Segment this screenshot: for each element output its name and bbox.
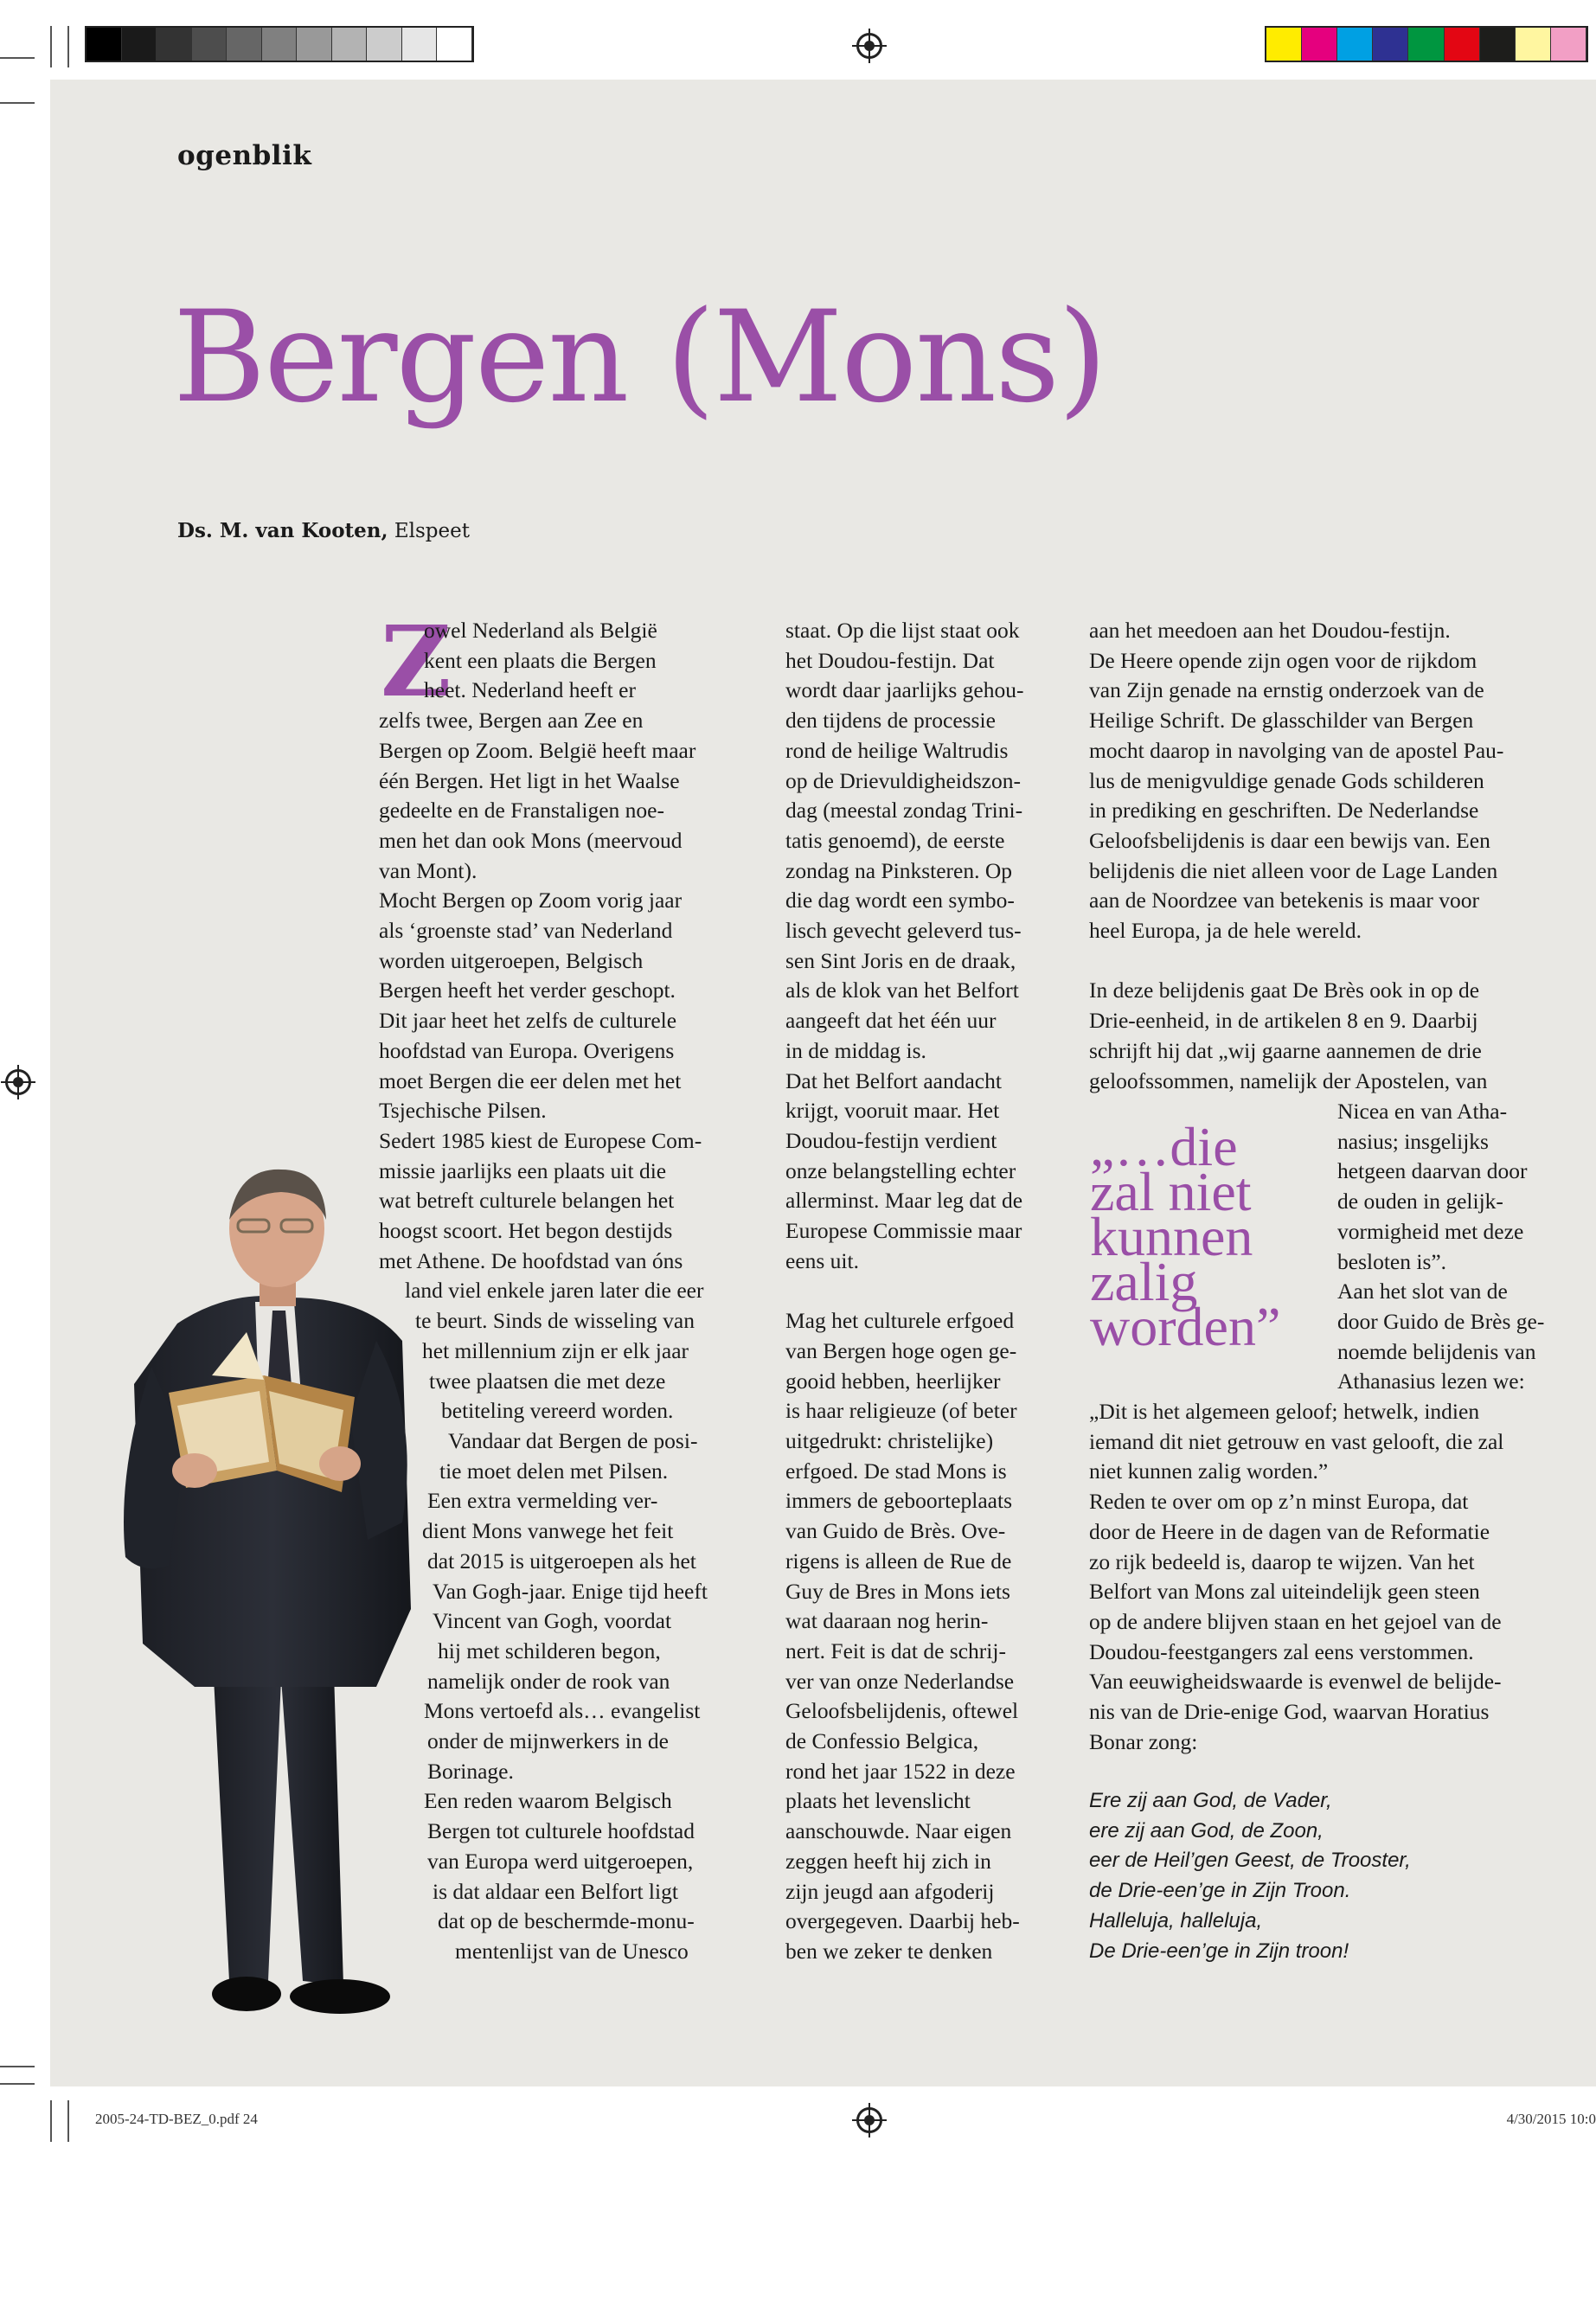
text-line: te beurt. Sinds de wisseling van <box>415 1308 695 1334</box>
text-line: Een extra vermelding ver- <box>427 1488 658 1514</box>
text-line: is dat aldaar een Belfort ligt <box>433 1878 678 1904</box>
text-line: door Guido de Brès ge- <box>1337 1308 1545 1334</box>
drop-cap: Z <box>381 606 452 719</box>
text-line: plaats het levenslicht <box>785 1788 971 1814</box>
text-line: uitgedrukt: christelijke) <box>785 1427 994 1453</box>
pull-quote-line: „…die <box>1090 1116 1238 1177</box>
text-line: Dat het Belfort aandacht <box>785 1067 1002 1093</box>
text-line: nert. Feit is dat de schrij- <box>785 1638 1006 1663</box>
text-line: Bergen heeft het verder geschopt. <box>379 977 676 1003</box>
text-line: gedeelte en de Franstaligen noe- <box>379 798 664 824</box>
text-line: Ere zij aan God, de Vader, <box>1089 1789 1332 1812</box>
text-line: met Athene. De hoofdstad van óns <box>379 1247 683 1273</box>
text-line: zelfs twee, Bergen aan Zee en <box>379 708 644 734</box>
registration-mark-icon <box>856 33 882 59</box>
text-line: dag (meestal zondag Trini- <box>785 798 1023 824</box>
text-line: Borinage. <box>427 1758 514 1784</box>
text-line: Dit jaar heet het zelfs de culturele <box>379 1008 677 1034</box>
color-swatch <box>1373 28 1408 61</box>
text-line: heel Europa, ja de hele wereld. <box>1089 918 1362 944</box>
text-line: nasius; insgelijks <box>1337 1128 1489 1154</box>
text-line: rond het jaar 1522 in deze <box>785 1758 1016 1784</box>
text-line: De Drie-een’ge in Zijn troon! <box>1089 1939 1349 1963</box>
crop-mark <box>0 2066 35 2067</box>
text-line: Drie-eenheid, in de artikelen 8 en 9. Daarbij <box>1089 1008 1478 1034</box>
crop-mark <box>50 26 52 67</box>
text-line: aan het meedoen aan het Doudou-festijn. <box>1089 618 1451 643</box>
text-line: ere zij aan God, de Zoon, <box>1089 1818 1324 1843</box>
text-line: belijdenis die niet alleen voor de Lage Landen <box>1089 857 1498 883</box>
text-line: Aan het slot van de <box>1337 1279 1508 1304</box>
crop-mark <box>67 26 69 67</box>
text-line: Sedert 1985 kiest de Europese Com- <box>379 1127 702 1153</box>
text-line: in prediking en geschriften. De Nederlandse <box>1089 798 1479 824</box>
text-line: aan de Noordzee van betekenis is maar voor <box>1089 888 1480 913</box>
text-line: tie moet delen met Pilsen. <box>439 1458 669 1484</box>
text-line: onder de mijnwerkers in de <box>427 1728 669 1754</box>
text-line: dat op de beschermde-monu- <box>438 1908 695 1934</box>
text-line: van Mont). <box>379 857 478 883</box>
text-line: Guy de Bres in Mons iets <box>785 1578 1010 1604</box>
crop-mark <box>67 2100 69 2142</box>
text-line: zeggen heeft hij zich in <box>785 1848 991 1874</box>
text-line: Tsjechische Pilsen. <box>379 1098 547 1124</box>
text-line: heet. Nederland heeft er <box>424 677 636 703</box>
text-line: Vandaar dat Bergen de posi- <box>448 1427 698 1453</box>
color-swatch <box>157 28 192 61</box>
text-line: Mocht Bergen op Zoom vorig jaar <box>379 888 683 913</box>
text-line: De Heere opende zijn ogen voor de rijkdom <box>1089 647 1477 673</box>
color-swatch <box>1551 28 1586 61</box>
color-swatch <box>297 28 332 61</box>
text-line: hetgeen daarvan door <box>1337 1158 1528 1184</box>
text-line: rigens is alleen de Rue de <box>785 1548 1012 1574</box>
slug-date: 4/30/2015 10:0 <box>1506 2111 1596 2127</box>
text-line: de ouden in gelijk- <box>1337 1189 1503 1215</box>
text-line: Nicea en van Atha- <box>1337 1099 1508 1124</box>
text-line: land viel enkele jaren later die eer <box>405 1278 704 1304</box>
text-line: eer de Heil’gen Geest, de Trooster, <box>1089 1849 1411 1873</box>
column-3-wrap <box>1337 1097 1588 1397</box>
text-line: één Bergen. Het ligt in het Waalse <box>379 767 680 793</box>
text-line: worden uitgeroepen, Belgisch <box>379 947 644 973</box>
text-line: op de andere blijven staan en het gejoel van de <box>1089 1608 1502 1634</box>
column-3-top <box>1089 616 1574 1096</box>
text-line: die dag wordt een symbo- <box>785 888 1015 913</box>
text-line: overgegeven. Daarbij heb- <box>785 1908 1020 1934</box>
text-line: Doudou-feestgangers zal eens verstommen. <box>1089 1638 1474 1664</box>
text-line: het millennium zijn er elk jaar <box>422 1337 689 1363</box>
author-name: Ds. M. van Kooten, <box>177 519 388 542</box>
slug-filename: 2005-24-TD-BEZ_0.pdf 24 <box>95 2111 258 2127</box>
text-line: besloten is”. <box>1337 1248 1447 1274</box>
text-line: krijgt, vooruit maar. Het <box>785 1098 1000 1124</box>
text-line: namelijk onder de rook van <box>427 1668 670 1694</box>
text-line: eens uit. <box>785 1247 859 1273</box>
text-line: In deze belijdenis gaat De Brès ook in op de <box>1089 977 1480 1003</box>
author-location: Elspeet <box>388 520 470 542</box>
text-line <box>785 1276 1071 1306</box>
text-line: van Guido de Brès. Ove- <box>785 1518 1006 1544</box>
text-line: Doudou-festijn verdient <box>785 1127 997 1153</box>
text-line: de Confessio Belgica, <box>785 1728 979 1754</box>
text-line: Mons vertoefd als… evangelist <box>424 1698 701 1724</box>
text-line: Bergen tot culturele hoofdstad <box>427 1818 695 1844</box>
text-line: Athanasius lezen we: <box>1337 1368 1525 1394</box>
pull-quote-line: zalig <box>1090 1251 1198 1312</box>
text-line: aangeeft dat het één uur <box>785 1008 997 1034</box>
text-line: lus de menigvuldige genade Gods schilderen <box>1089 767 1484 793</box>
text-line: den tijdens de processie <box>785 708 996 734</box>
text-line: Belfort van Mons zal uiteindelijk geen steen <box>1089 1579 1480 1605</box>
text-line: staat. Op die lijst staat ook <box>785 618 1020 643</box>
color-swatch <box>227 28 262 61</box>
text-line: geloofssommen, namelijk der Apostelen, van <box>1089 1067 1488 1093</box>
text-line: van Europa werd uitgeroepen, <box>427 1848 694 1874</box>
text-line <box>1089 946 1574 977</box>
text-line: owel Nederland als België <box>424 618 657 643</box>
text-line: dat 2015 is uitgeroepen als het <box>427 1548 696 1574</box>
text-line: erfgoed. De stad Mons is <box>785 1458 1007 1484</box>
article-title: Bergen (Mons) <box>173 284 1106 431</box>
text-line: ben we zeker te denken <box>785 1938 993 1964</box>
text-line: sen Sint Joris en de draak, <box>785 947 1016 973</box>
text-line: moet Bergen die eer delen met het <box>379 1067 682 1093</box>
color-swatch <box>87 28 122 61</box>
text-line: Europese Commissie maar <box>785 1218 1022 1244</box>
pull-quote-line: worden” <box>1090 1296 1281 1357</box>
grayscale-bar <box>85 26 474 62</box>
text-line: van Zijn genade na ernstig onderzoek van de <box>1089 677 1484 703</box>
text-line: „Dit is het algemeen geloof; hetwelk, indien <box>1089 1399 1480 1424</box>
text-line: Geloofsbelijdenis, oftewel <box>785 1698 1019 1724</box>
text-line: Van eeuwigheidswaarde is evenwel de belijde- <box>1089 1669 1502 1695</box>
column-1 <box>379 606 760 1967</box>
text-line: aanschouwde. Naar eigen <box>785 1818 1012 1844</box>
text-line: het Doudou-festijn. Dat <box>785 647 995 673</box>
text-line: dient Mons vanwege het feit <box>422 1518 674 1544</box>
text-line: wordt daar jaarlijks gehou- <box>785 677 1024 703</box>
text-line: als ‘groenste stad’ van Nederland <box>379 918 673 944</box>
color-swatch <box>367 28 402 61</box>
text-line: Vincent van Gogh, voordat <box>433 1608 672 1634</box>
text-line: men het dan ook Mons (meervoud <box>379 827 683 853</box>
text-line: onze belangstelling echter <box>785 1157 1016 1183</box>
text-line: in de middag is. <box>785 1037 926 1063</box>
color-swatch <box>1302 28 1337 61</box>
text-line: Mag het culturele erfgoed <box>785 1308 1015 1334</box>
text-line: twee plaatsen die met deze <box>429 1368 666 1394</box>
text-line: Halleluja, halleluja, <box>1089 1908 1263 1932</box>
text-line: Geloofsbelijdenis is daar een bewijs van. Een <box>1089 827 1490 853</box>
text-line: zo rijk bedeeld is, daarop te wijzen. Van het <box>1089 1548 1475 1574</box>
text-line: gooid hebben, heerlijker <box>785 1368 1001 1394</box>
pull-quote-line: zal niet <box>1090 1161 1252 1222</box>
text-line: Heilige Schrift. De glasschilder van Bergen <box>1089 708 1474 734</box>
text-line: immers de geboorteplaats <box>785 1488 1012 1514</box>
text-line: zondag na Pinksteren. Op <box>785 857 1013 883</box>
text-line: Van Gogh-jaar. Enige tijd heeft <box>433 1578 708 1604</box>
text-line: betiteling vereerd worden. <box>441 1398 674 1424</box>
text-line: ver van onze Nederlandse <box>785 1668 1015 1694</box>
color-swatch <box>1408 28 1444 61</box>
color-swatch <box>402 28 438 61</box>
text-line: iemand dit niet getrouw en vast gelooft, die zal <box>1089 1428 1504 1454</box>
text-line: kent een plaats die Bergen <box>424 647 657 673</box>
color-swatch <box>1480 28 1516 61</box>
text-line: is haar religieuze (of beter <box>785 1398 1017 1424</box>
text-line: door de Heere in de dagen van de Reformatie <box>1089 1518 1490 1544</box>
color-bar <box>1265 26 1588 62</box>
pull-quote <box>1090 1116 1281 1357</box>
text-line: zijn jeugd aan afgoderij <box>785 1878 995 1904</box>
crop-mark <box>0 57 35 59</box>
byline <box>177 519 470 542</box>
color-swatch <box>262 28 298 61</box>
hymn-verse <box>1089 1786 1574 1966</box>
crop-mark <box>0 2083 35 2085</box>
color-swatch <box>1266 28 1302 61</box>
text-line: mentenlijst van de Unesco <box>455 1938 689 1964</box>
text-line: schrijft hij dat „wij gaarne aannemen de drie <box>1089 1037 1482 1063</box>
text-line: Reden te over om op z’n minst Europa, dat <box>1089 1489 1469 1515</box>
text-line: hoofdstad van Europa. Overigens <box>379 1037 675 1063</box>
column-2 <box>785 616 1071 1967</box>
text-line: op de Drievuldigheidszon- <box>785 767 1021 793</box>
crop-mark <box>0 102 35 104</box>
color-swatch <box>122 28 157 61</box>
text-line: vormigheid met deze <box>1337 1218 1524 1244</box>
pull-quote-line: kunnen <box>1090 1206 1253 1267</box>
text-line: Bergen op Zoom. België heeft maar <box>379 737 696 763</box>
text-line: hoogst scoort. Het begon destijds <box>379 1218 673 1244</box>
color-swatch <box>1516 28 1551 61</box>
text-line: noemde belijdenis van <box>1337 1338 1536 1364</box>
text-line: Een reden waarom Belgisch <box>424 1788 672 1814</box>
registration-mark-icon <box>5 1069 31 1095</box>
text-line: tatis genoemd), de eerste <box>785 827 1005 853</box>
crop-mark <box>50 2100 52 2142</box>
text-line: mocht daarop in navolging van de apostel Pau- <box>1089 737 1504 763</box>
text-line: niet kunnen zalig worden.” <box>1089 1458 1329 1484</box>
text-line: lisch gevecht geleverd tus- <box>785 918 1022 944</box>
text-line: nis van de Drie-enige God, waarvan Horatius <box>1089 1699 1490 1725</box>
color-swatch <box>1337 28 1373 61</box>
text-line: allerminst. Maar leg dat de <box>785 1188 1023 1214</box>
text-line: van Bergen hoge ogen ge- <box>785 1337 1017 1363</box>
text-line: wat betreft culturele belangen het <box>379 1188 675 1214</box>
column-3-bottom <box>1089 1397 1574 1757</box>
registration-mark-icon <box>856 2107 882 2133</box>
color-swatch <box>437 28 472 61</box>
text-line: hij met schilderen begon, <box>438 1638 661 1663</box>
color-swatch <box>1445 28 1480 61</box>
color-swatch <box>192 28 228 61</box>
text-line: als de klok van het Belfort <box>785 977 1019 1003</box>
section-label: ogenblik <box>177 140 312 171</box>
color-swatch <box>332 28 368 61</box>
text-line: wat daaraan nog herin- <box>785 1608 989 1634</box>
text-line: de Drie-een’ge in Zijn Troon. <box>1089 1879 1351 1903</box>
text-line: rond de heilige Waltrudis <box>785 737 1009 763</box>
text-line: missie jaarlijks een plaats uit die <box>379 1157 667 1183</box>
text-line: Bonar zong: <box>1089 1728 1198 1754</box>
